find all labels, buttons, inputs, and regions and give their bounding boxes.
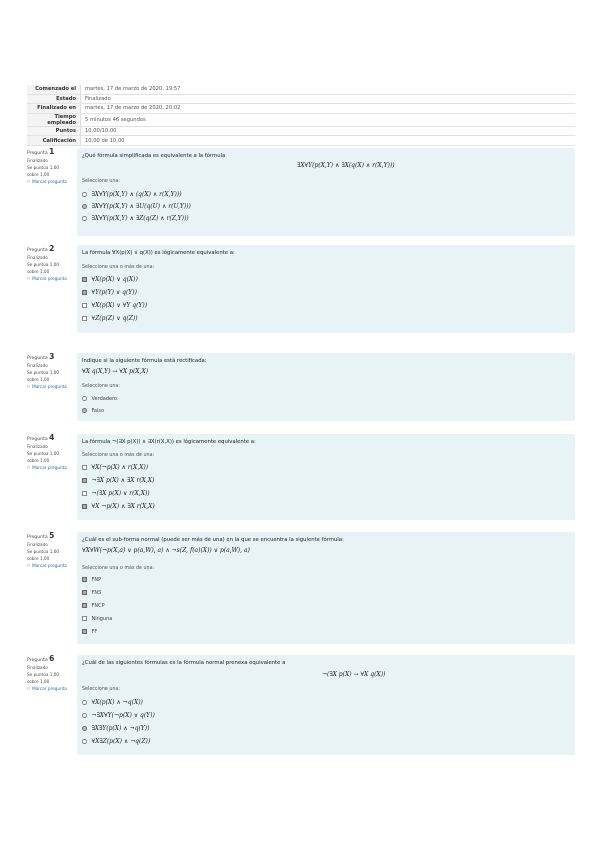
summary-value: Finalizado xyxy=(81,94,576,104)
answer-option[interactable]: ¬∃X p(X) ∧ ∃X r(X,X) xyxy=(82,476,154,485)
question-text: Indique si la siguiente fórmula está rectificada: xyxy=(82,358,207,364)
flag-icon: ⚐ xyxy=(27,384,31,389)
question-info xyxy=(27,148,71,185)
answer-prompt: Seleccione una: xyxy=(82,179,120,184)
radio-button[interactable] xyxy=(82,216,87,221)
radio-button[interactable] xyxy=(82,396,87,401)
question-number: Pregunta 4 xyxy=(27,433,55,442)
radio-button[interactable] xyxy=(82,726,87,731)
summary-row xyxy=(27,126,575,136)
summary-row xyxy=(27,113,575,126)
question-number: Pregunta 5 xyxy=(27,531,55,540)
question-content xyxy=(77,434,575,520)
question-number: Pregunta 6 xyxy=(27,654,55,663)
radio-button[interactable] xyxy=(82,700,87,705)
flag-question-link[interactable]: ⚐ Marcar pregunta xyxy=(27,686,67,691)
question-4 xyxy=(27,434,575,520)
flag-question-link[interactable]: ⚐ Marcar pregunta xyxy=(27,465,67,470)
answer-option[interactable]: FF xyxy=(82,627,97,636)
question-text: ¿Cuál es el sub-forma normal (puede ser más de una) en la que se encuentra la siguiente fórmula: xyxy=(82,537,344,543)
question-formula: ∀X q(X,Y) → ∀X p(X,X) xyxy=(82,368,149,375)
question-status: Finalizado xyxy=(27,255,48,260)
checkbox[interactable] xyxy=(82,577,87,582)
question-number: Pregunta 3 xyxy=(27,352,55,361)
question-info xyxy=(27,532,71,569)
answer-option[interactable]: ∀X(p(X) ∧ ¬q(X)) xyxy=(82,698,143,707)
question-status: Finalizado xyxy=(27,444,48,449)
question-number: Pregunta 2 xyxy=(27,244,55,253)
question-points: Se puntúa 1,00 sobre 1,00 xyxy=(27,672,60,684)
answer-option[interactable]: ∀X(¬p(X) ∧ r(X,X)) xyxy=(82,463,148,472)
question-status: Finalizado xyxy=(27,363,48,368)
answer-option[interactable]: FNS xyxy=(82,588,101,597)
question-text: La fórmula ¬(∃X p(X)) ∧ ∃X(r(X,X)) es lógicamente equivalente a: xyxy=(82,439,256,445)
question-status: Finalizado xyxy=(27,542,48,547)
checkbox[interactable] xyxy=(82,629,87,634)
answer-option[interactable]: Falso xyxy=(82,406,104,415)
checkbox[interactable] xyxy=(82,616,87,621)
question-status: Finalizado xyxy=(27,158,48,163)
summary-key: Tiempo empleado xyxy=(27,113,81,126)
answer-option[interactable]: ¬(∃X p(X) ∨ r(X,X)) xyxy=(82,489,150,498)
checkbox[interactable] xyxy=(82,290,87,295)
question-points: Se puntúa 1,00 sobre 1,00 xyxy=(27,549,60,561)
answer-option[interactable]: FNP xyxy=(82,575,101,584)
question-info xyxy=(27,655,71,692)
answer-option[interactable]: ∀Y(p(Y) ∨ q(Y)) xyxy=(82,288,137,297)
question-points: Se puntúa 1,00 sobre 1,00 xyxy=(27,370,60,382)
question-text: ¿Cuál de las siguientes fórmulas es la fórmula normal prenexa equivalente a xyxy=(82,660,286,666)
question-3 xyxy=(27,353,575,421)
answer-option[interactable]: ∀Z(p(Z) ∨ q(Z)) xyxy=(82,314,138,323)
radio-button[interactable] xyxy=(82,713,87,718)
question-6 xyxy=(27,655,575,755)
answer-prompt: Seleccione una: xyxy=(82,687,120,692)
question-formula: ∃X∀Y(p(X,Y) ∧ ∃X(q(X) ∧ r(X,Y))) xyxy=(297,162,395,169)
question-points: Se puntúa 1,00 sobre 1,00 xyxy=(27,262,60,274)
question-content xyxy=(77,532,575,644)
question-formula: ¬(∃X p(X) → ∀X q(X)) xyxy=(322,671,386,678)
question-5 xyxy=(27,532,575,644)
question-text: ¿Qué fórmula simplificada es equivalente a la fórmula xyxy=(82,153,226,159)
question-1 xyxy=(27,148,575,236)
radio-button[interactable] xyxy=(82,739,87,744)
question-content xyxy=(77,245,575,333)
summary-row xyxy=(27,104,575,114)
answer-option[interactable]: Verdadero xyxy=(82,394,117,403)
flag-question-link[interactable]: ⚐ Marcar pregunta xyxy=(27,384,67,389)
summary-row xyxy=(27,136,575,146)
answer-option[interactable]: ∃X∃Y(p(X) ∧ ¬q(Y)) xyxy=(82,724,149,733)
checkbox[interactable] xyxy=(82,590,87,595)
flag-icon: ⚐ xyxy=(27,563,31,568)
question-content xyxy=(77,655,575,755)
summary-key: Calificación xyxy=(27,136,81,146)
question-info xyxy=(27,434,71,471)
radio-button[interactable] xyxy=(82,204,87,209)
checkbox[interactable] xyxy=(82,316,87,321)
answer-option[interactable]: ∃X∀Y(p(X,Y) ∧ (q(X) ∧ r(X,Y))) xyxy=(82,190,182,199)
question-text: La fórmula ∀X(p(X) ∨ q(X)) es lógicamente equivalente a: xyxy=(82,250,235,256)
summary-value: martes, 17 de marzo de 2020, 20:02 xyxy=(81,104,576,114)
question-content xyxy=(77,148,575,236)
answer-option[interactable]: FNCP xyxy=(82,601,105,610)
radio-button[interactable] xyxy=(82,408,87,413)
answer-option[interactable]: ∀X ¬p(X) ∧ ∃X r(X,X) xyxy=(82,502,155,511)
answer-prompt: Seleccione una o más de una: xyxy=(82,453,155,458)
answer-option[interactable]: ¬∃X∀Y(¬p(X) ∨ q(Y)) xyxy=(82,711,155,720)
summary-key: Comenzado el xyxy=(27,85,81,94)
flag-question-link[interactable]: ⚐ Marcar pregunta xyxy=(27,179,67,184)
summary-value: 5 minutos 46 segundos xyxy=(81,113,576,126)
question-content xyxy=(77,353,575,421)
answer-option[interactable]: ∀X(p(X) ∨ q(X)) xyxy=(82,275,138,284)
summary-key: Finalizado en xyxy=(27,104,81,114)
summary-value: 10,00/10,00 xyxy=(81,126,576,136)
flag-question-link[interactable]: ⚐ Marcar pregunta xyxy=(27,276,67,281)
question-2 xyxy=(27,245,575,333)
answer-option[interactable]: ∃X∀Y(p(X,Y) ∧ ∃Z(q(Z) ∧ r(Z,Y))) xyxy=(82,214,189,223)
answer-option[interactable]: ∀X(p(X) ∨ ∀Y q(Y)) xyxy=(82,301,147,310)
checkbox[interactable] xyxy=(82,303,87,308)
checkbox[interactable] xyxy=(82,465,87,470)
answer-option[interactable]: ∀X∃Z(p(X) ∧ ¬q(Z)) xyxy=(82,737,150,746)
question-status: Finalizado xyxy=(27,665,48,670)
answer-option[interactable]: Ninguna xyxy=(82,614,112,623)
question-points: Se puntúa 1,00 sobre 1,00 xyxy=(27,451,60,463)
summary-value: 10,00 de 10,00 xyxy=(81,136,576,146)
question-formula: ∀X∀W(¬p(X,a) ∨ p(a,W), a) ∧ ¬s(Z, f(a)(X)) ∨ p(a,W), a) xyxy=(82,547,250,554)
summary-row xyxy=(27,94,575,104)
summary-value: martes, 17 de marzo de 2020, 19:57 xyxy=(81,85,576,94)
checkbox[interactable] xyxy=(82,603,87,608)
checkbox[interactable] xyxy=(82,277,87,282)
question-points: Se puntúa 1,00 sobre 1,00 xyxy=(27,165,60,177)
flag-icon: ⚐ xyxy=(27,179,31,184)
summary-key: Puntos xyxy=(27,126,81,136)
summary-row xyxy=(27,85,575,94)
question-info xyxy=(27,245,71,282)
summary-key: Estado xyxy=(27,94,81,104)
question-number: Pregunta 1 xyxy=(27,147,55,156)
answer-prompt: Seleccione una o más de una: xyxy=(82,265,155,270)
flag-icon: ⚐ xyxy=(27,686,31,691)
checkbox[interactable] xyxy=(82,504,87,509)
checkbox[interactable] xyxy=(82,478,87,483)
answer-prompt: Seleccione una: xyxy=(82,384,120,389)
flag-icon: ⚐ xyxy=(27,276,31,281)
answer-option[interactable]: ∃X∀Y(p(X,Y) ∧ ∃U(q(U) ∧ r(U,Y))) xyxy=(82,202,191,211)
answer-prompt: Seleccione una o más de una: xyxy=(82,566,155,571)
flag-icon: ⚐ xyxy=(27,465,31,470)
question-info xyxy=(27,353,71,390)
attempt-summary-table xyxy=(27,85,575,146)
flag-question-link[interactable]: ⚐ Marcar pregunta xyxy=(27,563,67,568)
checkbox[interactable] xyxy=(82,491,87,496)
radio-button[interactable] xyxy=(82,192,87,197)
